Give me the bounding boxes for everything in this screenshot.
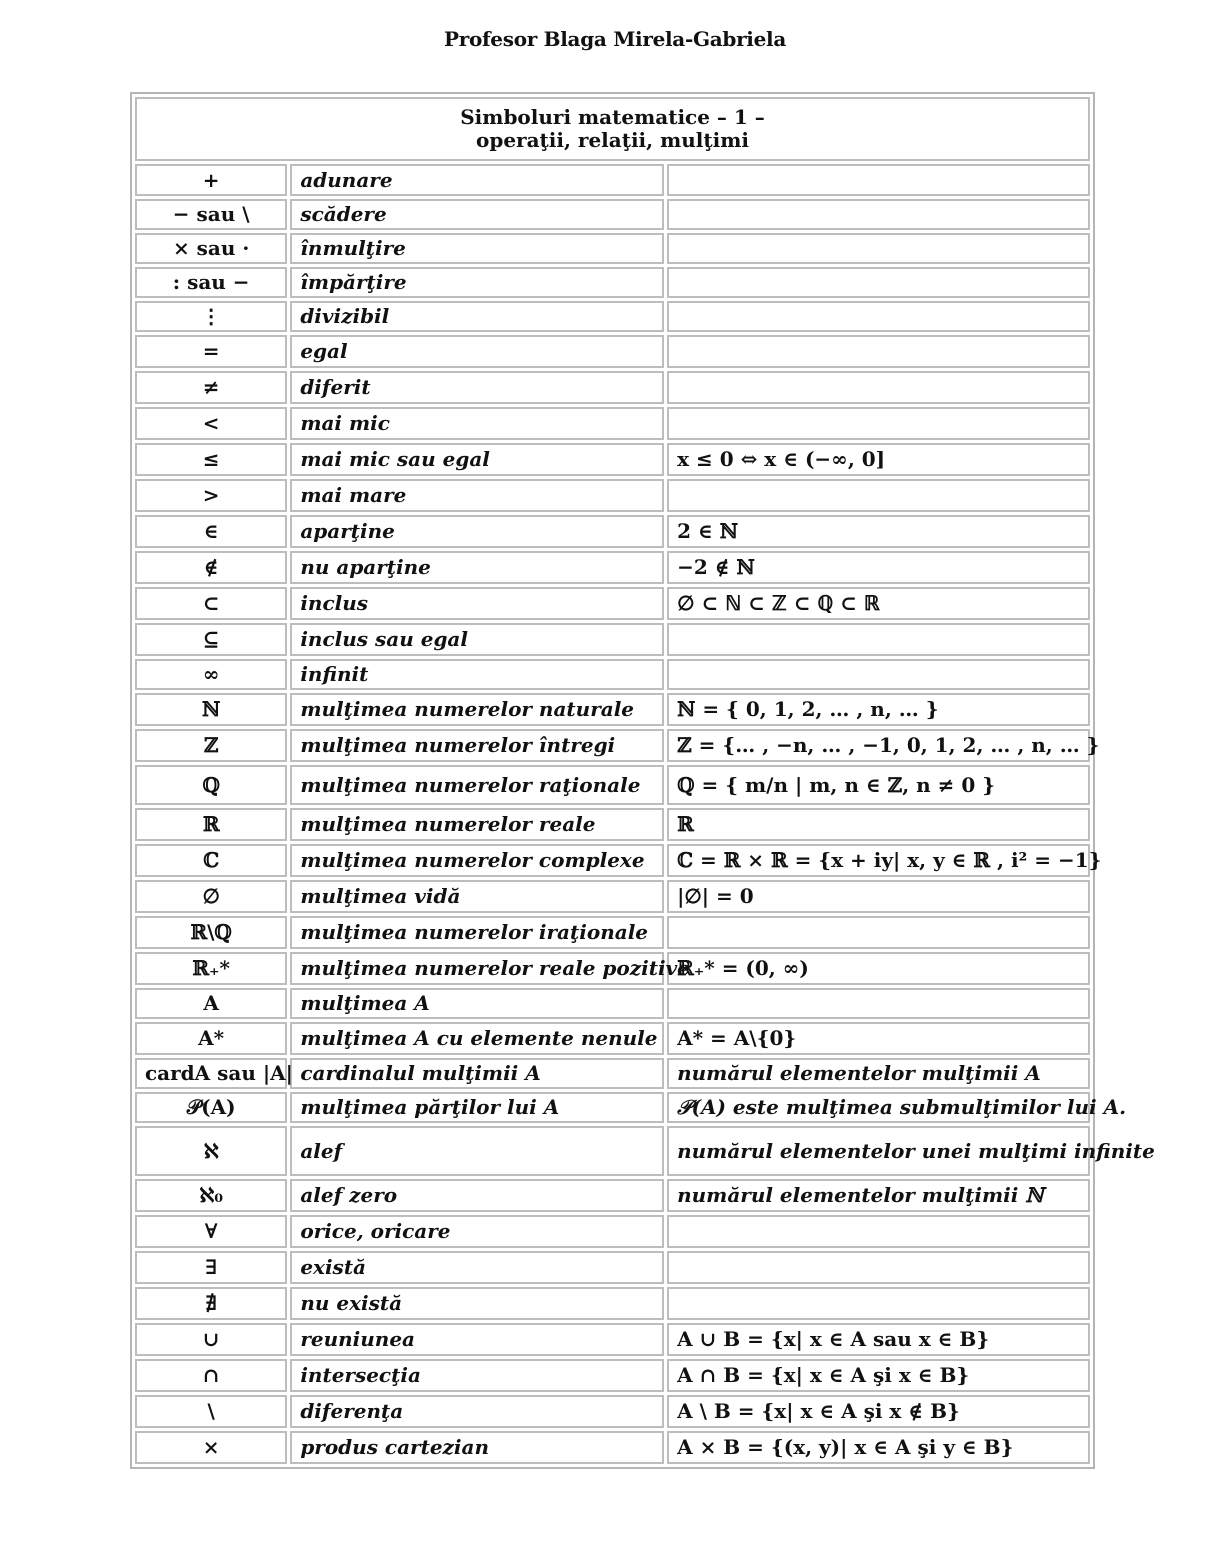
- symbol-cell: ℕ: [135, 693, 287, 726]
- name-cell: diferenţa: [290, 1395, 664, 1428]
- symbol-cell: ∃: [135, 1251, 287, 1284]
- table-row: [135, 693, 1090, 726]
- name-cell: cardinalul mulţimii A: [290, 1058, 664, 1089]
- name-cell: egal: [290, 335, 664, 368]
- example-cell: ∅ ⊂ ℕ ⊂ ℤ ⊂ ℚ ⊂ ℝ: [667, 587, 1090, 620]
- table-row: [135, 407, 1090, 440]
- symbol-cell: × sau ·: [135, 233, 287, 264]
- table-row: [135, 1022, 1090, 1055]
- example-cell: A* = A\{0}: [667, 1022, 1090, 1055]
- table-subtitle: operaţii, relaţii, mulţimi: [476, 128, 749, 152]
- symbol-cell: ℵ₀: [135, 1179, 287, 1212]
- example-cell: −2 ∉ ℕ: [667, 551, 1090, 584]
- example-cell: numărul elementelor unei mulţimi infinite: [667, 1126, 1090, 1176]
- table-row: [135, 371, 1090, 404]
- table-row: [135, 1215, 1090, 1248]
- symbol-cell: ℝ: [135, 808, 287, 841]
- symbol-cell: ∉: [135, 551, 287, 584]
- symbol-cell: <: [135, 407, 287, 440]
- example-cell: [667, 371, 1090, 404]
- symbol-cell: ⊆: [135, 623, 287, 656]
- math-symbols-table: [130, 92, 1155, 1469]
- example-cell: A × B = {(x, y)| x ∈ A şi y ∈ B}: [667, 1431, 1090, 1464]
- example-cell: [667, 479, 1090, 512]
- symbol-cell: : sau −: [135, 267, 287, 298]
- name-cell: mai mare: [290, 479, 664, 512]
- name-cell: alef: [290, 1126, 664, 1176]
- table-row: [135, 952, 1090, 985]
- table-row: [135, 1395, 1090, 1428]
- symbol-cell: ×: [135, 1431, 287, 1464]
- symbol-cell: cardA sau |A|: [135, 1058, 287, 1089]
- symbol-cell: ∀: [135, 1215, 287, 1248]
- example-cell: [667, 623, 1090, 656]
- name-cell: înmulţire: [290, 233, 664, 264]
- table-row: [135, 1092, 1090, 1123]
- name-cell: scădere: [290, 199, 664, 230]
- symbol-cell: >: [135, 479, 287, 512]
- example-cell: A ∩ B = {x| x ∈ A şi x ∈ B}: [667, 1359, 1090, 1392]
- name-cell: aparţine: [290, 515, 664, 548]
- table-row: [135, 1251, 1090, 1284]
- table-row: [135, 1323, 1090, 1356]
- symbol-cell: ∞: [135, 659, 287, 690]
- table-row: [135, 880, 1090, 913]
- symbol-cell: ⊂: [135, 587, 287, 620]
- table-row: [135, 844, 1090, 877]
- example-cell: [667, 1287, 1090, 1320]
- example-cell: ℂ = ℝ × ℝ = {x + iy| x, y ∈ ℝ , i² = −1}: [667, 844, 1090, 877]
- table-row: [135, 1179, 1090, 1212]
- table-title: Simboluri matematice – 1 –: [460, 105, 765, 129]
- table-row: [135, 1431, 1090, 1464]
- name-cell: mulţimea vidă: [290, 880, 664, 913]
- example-cell: [667, 233, 1090, 264]
- table-row: [135, 479, 1090, 512]
- symbol-cell: ∩: [135, 1359, 287, 1392]
- document-author: Profesor Blaga Mirela-Gabriela: [443, 27, 786, 51]
- name-cell: reuniunea: [290, 1323, 664, 1356]
- name-cell: mulţimea A cu elemente nenule: [290, 1022, 664, 1055]
- name-cell: inclus sau egal: [290, 623, 664, 656]
- table-row: [135, 808, 1090, 841]
- name-cell: mulţimea numerelor complexe: [290, 844, 664, 877]
- table-row: [135, 916, 1090, 949]
- example-cell: [667, 335, 1090, 368]
- example-cell: [667, 916, 1090, 949]
- example-cell: ℝ₊* = (0, ∞): [667, 952, 1090, 985]
- symbol-cell: \: [135, 1395, 287, 1428]
- symbol-cell: ℂ: [135, 844, 287, 877]
- name-cell: mulţimea părţilor lui A: [290, 1092, 664, 1123]
- name-cell: mulţimea numerelor raţionale: [290, 765, 664, 805]
- example-cell: ℚ = { m/n | m, n ∈ ℤ, n ≠ 0 }: [667, 765, 1090, 805]
- symbol-cell: 𝒫(A): [135, 1092, 287, 1123]
- example-cell: numărul elementelor mulţimii ℕ: [667, 1179, 1090, 1212]
- example-cell: [667, 1251, 1090, 1284]
- name-cell: inclus: [290, 587, 664, 620]
- name-cell: produs cartezian: [290, 1431, 664, 1464]
- name-cell: mulţimea A: [290, 988, 664, 1019]
- example-cell: [667, 301, 1090, 332]
- table-row: [135, 765, 1090, 805]
- name-cell: mulţimea numerelor întregi: [290, 729, 664, 762]
- name-cell: mai mic sau egal: [290, 443, 664, 476]
- example-cell: [667, 267, 1090, 298]
- example-cell: numărul elementelor mulţimii A: [667, 1058, 1090, 1089]
- table-row: [135, 164, 1090, 196]
- symbol-cell: ∅: [135, 880, 287, 913]
- symbol-cell: =: [135, 335, 287, 368]
- table-row: [135, 988, 1090, 1019]
- table-row: [135, 335, 1090, 368]
- symbol-cell: − sau \: [135, 199, 287, 230]
- name-cell: mai mic: [290, 407, 664, 440]
- symbol-cell: ℚ: [135, 765, 287, 805]
- example-cell: ℕ = { 0, 1, 2, … , n, … }: [667, 693, 1090, 726]
- table-header-row: [135, 97, 1090, 161]
- name-cell: mulţimea numerelor reale pozitive: [290, 952, 664, 985]
- table-row: [135, 551, 1090, 584]
- name-cell: infinit: [290, 659, 664, 690]
- name-cell: nu aparţine: [290, 551, 664, 584]
- table-row: [135, 623, 1090, 656]
- symbol-cell: ℤ: [135, 729, 287, 762]
- name-cell: împărţire: [290, 267, 664, 298]
- table-row: [135, 1287, 1090, 1320]
- symbol-cell: A: [135, 988, 287, 1019]
- table-row: [135, 1058, 1090, 1089]
- name-cell: mulţimea numerelor reale: [290, 808, 664, 841]
- example-cell: [667, 407, 1090, 440]
- symbol-cell: ≠: [135, 371, 287, 404]
- symbol-cell: A*: [135, 1022, 287, 1055]
- symbol-cell: ⋮: [135, 301, 287, 332]
- name-cell: mulţimea numerelor naturale: [290, 693, 664, 726]
- example-cell: |∅| = 0: [667, 880, 1090, 913]
- name-cell: adunare: [290, 164, 664, 196]
- table-row: [135, 659, 1090, 690]
- example-cell: 2 ∈ ℕ: [667, 515, 1090, 548]
- example-cell: ℝ: [667, 808, 1090, 841]
- table-row: [135, 1126, 1090, 1176]
- name-cell: nu există: [290, 1287, 664, 1320]
- name-cell: diferit: [290, 371, 664, 404]
- table-row: [135, 301, 1090, 332]
- name-cell: intersecţia: [290, 1359, 664, 1392]
- example-cell: [667, 1215, 1090, 1248]
- table-row: [135, 729, 1090, 762]
- table-row: [135, 1359, 1090, 1392]
- example-cell: [667, 659, 1090, 690]
- table-row: [135, 199, 1090, 230]
- symbol-cell: ∄: [135, 1287, 287, 1320]
- symbol-cell: ≤: [135, 443, 287, 476]
- table-row: [135, 443, 1090, 476]
- example-cell: [667, 988, 1090, 1019]
- name-cell: orice, oricare: [290, 1215, 664, 1248]
- example-cell: 𝒫(A) este mulţimea submulţimilor lui A.: [667, 1092, 1090, 1123]
- example-cell: A ∪ B = {x| x ∈ A sau x ∈ B}: [667, 1323, 1090, 1356]
- symbol-cell: ℵ: [135, 1126, 287, 1176]
- symbol-cell: +: [135, 164, 287, 196]
- table-row: [135, 515, 1090, 548]
- example-cell: [667, 199, 1090, 230]
- name-cell: mulţimea numerelor iraţionale: [290, 916, 664, 949]
- table-row: [135, 267, 1090, 298]
- table-row: [135, 233, 1090, 264]
- example-cell: x ≤ 0 ⇔ x ∈ (−∞, 0]: [667, 443, 1090, 476]
- symbol-cell: ℝ\ℚ: [135, 916, 287, 949]
- table-row: [135, 587, 1090, 620]
- name-cell: divizibil: [290, 301, 664, 332]
- symbol-cell: ∪: [135, 1323, 287, 1356]
- symbol-cell: ℝ₊*: [135, 952, 287, 985]
- symbol-cell: ∈: [135, 515, 287, 548]
- name-cell: alef zero: [290, 1179, 664, 1212]
- example-cell: A \ B = {x| x ∈ A şi x ∉ B}: [667, 1395, 1090, 1428]
- table-title-cell: [135, 97, 1090, 161]
- name-cell: există: [290, 1251, 664, 1284]
- example-cell: ℤ = {… , −n, … , −1, 0, 1, 2, … , n, … }: [667, 729, 1090, 762]
- example-cell: [667, 164, 1090, 196]
